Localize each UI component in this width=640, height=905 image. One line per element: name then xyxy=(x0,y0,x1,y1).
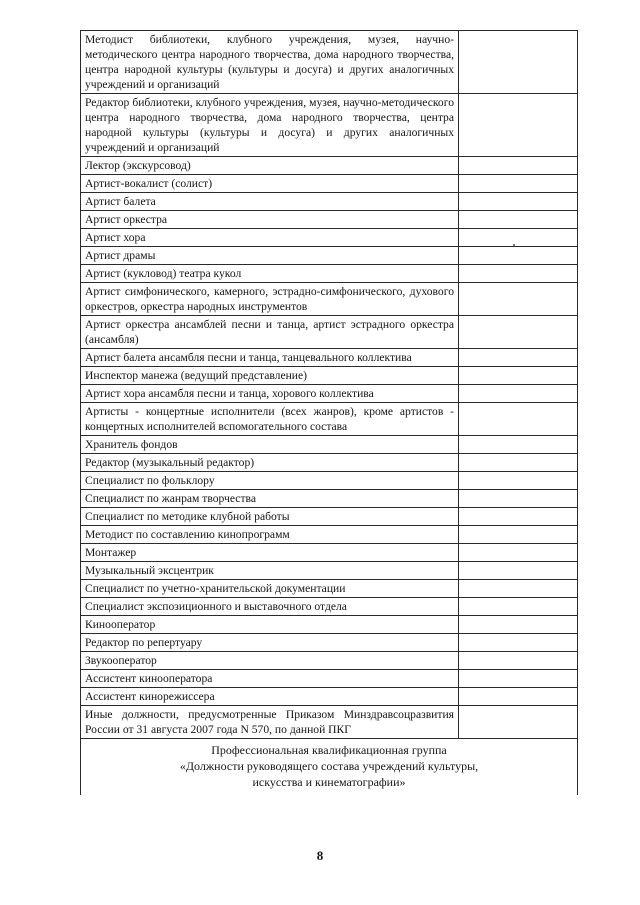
position-cell: Специалист по жанрам творчества xyxy=(81,490,459,508)
position-cell: Артист симфонического, камерного, эстрадно-симфонического, духового оркестров, оркестра народных инструментов xyxy=(81,283,459,316)
table-row xyxy=(81,229,578,247)
table-row xyxy=(81,472,578,490)
empty-cell xyxy=(459,316,578,349)
group-heading-line: искусства и кинематографии» xyxy=(252,775,406,789)
empty-cell xyxy=(459,229,578,247)
table-row xyxy=(81,283,578,316)
table-row xyxy=(81,670,578,688)
table-row xyxy=(81,634,578,652)
empty-cell xyxy=(459,580,578,598)
table-row xyxy=(81,454,578,472)
position-cell: Артист оркестра xyxy=(81,211,459,229)
table-row xyxy=(81,247,578,265)
empty-cell xyxy=(459,94,578,157)
position-cell: Артист-вокалист (солист) xyxy=(81,175,459,193)
position-cell: Артист балета xyxy=(81,193,459,211)
position-cell: Ассистент кинооператора xyxy=(81,670,459,688)
position-cell: Музыкальный эксцентрик xyxy=(81,562,459,580)
position-cell: Редактор по репертуару xyxy=(81,634,459,652)
position-cell: Артист хора ансамбля песни и танца, хорового коллектива xyxy=(81,385,459,403)
table-row xyxy=(81,31,578,94)
table-row xyxy=(81,526,578,544)
empty-cell xyxy=(459,688,578,706)
table-row xyxy=(81,157,578,175)
position-cell: Артист оркестра ансамблей песни и танца, артист эстрадного оркестра (ансамбля) xyxy=(81,316,459,349)
table-row xyxy=(81,193,578,211)
position-cell: Артист хора xyxy=(81,229,459,247)
group-heading-row xyxy=(81,739,578,796)
positions-table xyxy=(80,30,578,795)
empty-cell xyxy=(459,385,578,403)
table-row xyxy=(81,436,578,454)
position-cell: Артист драмы xyxy=(81,247,459,265)
table-row xyxy=(81,403,578,436)
empty-cell xyxy=(459,247,578,265)
group-heading-line: «Должности руководящего состава учреждений культуры, xyxy=(179,759,479,773)
table-row xyxy=(81,616,578,634)
empty-cell xyxy=(459,367,578,385)
table-row xyxy=(81,349,578,367)
table-row xyxy=(81,688,578,706)
position-cell: Специалист по учетно-хранительской документации xyxy=(81,580,459,598)
empty-cell xyxy=(459,157,578,175)
table-row xyxy=(81,94,578,157)
table-row xyxy=(81,175,578,193)
position-cell: Методист по составлению кинопрограмм xyxy=(81,526,459,544)
empty-cell xyxy=(459,508,578,526)
table-row xyxy=(81,580,578,598)
empty-cell xyxy=(459,670,578,688)
table-row xyxy=(81,508,578,526)
group-heading-line: Профессиональная квалификационная группа xyxy=(211,743,447,757)
position-cell: Лектор (экскурсовод) xyxy=(81,157,459,175)
empty-cell xyxy=(459,562,578,580)
position-cell: Инспектор манежа (ведущий представление) xyxy=(81,367,459,385)
position-cell: Звукооператор xyxy=(81,652,459,670)
empty-cell xyxy=(459,652,578,670)
table-row xyxy=(81,211,578,229)
empty-cell xyxy=(459,349,578,367)
position-cell: Кинооператор xyxy=(81,616,459,634)
position-cell: Специалист по фольклору xyxy=(81,472,459,490)
position-cell: Редактор (музыкальный редактор) xyxy=(81,454,459,472)
empty-cell xyxy=(459,544,578,562)
position-cell: Монтажер xyxy=(81,544,459,562)
empty-cell xyxy=(459,283,578,316)
position-cell: Специалист по методике клубной работы xyxy=(81,508,459,526)
table-row xyxy=(81,265,578,283)
table-row xyxy=(81,367,578,385)
empty-cell xyxy=(459,472,578,490)
position-cell: Специалист экспозиционного и выставочного отдела xyxy=(81,598,459,616)
empty-cell xyxy=(459,454,578,472)
scan-speck xyxy=(513,244,515,246)
empty-cell xyxy=(459,706,578,739)
table-row xyxy=(81,652,578,670)
empty-cell xyxy=(459,175,578,193)
position-cell: Методист библиотеки, клубного учреждения, музея, научно-методического центра народного творчества, дома народного творчества, центра народной культуры (культуры и досуга) и других аналогичных учреждений и организаций xyxy=(81,31,459,94)
empty-cell xyxy=(459,598,578,616)
page-number: 8 xyxy=(316,848,324,863)
empty-cell xyxy=(459,265,578,283)
position-cell: Артист балета ансамбля песни и танца, танцевального коллектива xyxy=(81,349,459,367)
position-cell: Редактор библиотеки, клубного учреждения, музея, научно-методического центра народного творчества, дома народного творчества, центра народной культуры (культуры и досуга) и других аналогичных учреждений и организаций xyxy=(81,94,459,157)
table-row xyxy=(81,490,578,508)
empty-cell xyxy=(459,490,578,508)
position-cell: Артист (кукловод) театра кукол xyxy=(81,265,459,283)
table-row xyxy=(81,706,578,739)
empty-cell xyxy=(459,211,578,229)
position-cell: Хранитель фондов xyxy=(81,436,459,454)
empty-cell xyxy=(459,526,578,544)
empty-cell xyxy=(459,436,578,454)
table-row xyxy=(81,544,578,562)
table-row xyxy=(81,316,578,349)
empty-cell xyxy=(459,31,578,94)
empty-cell xyxy=(459,634,578,652)
group-heading xyxy=(81,739,578,796)
position-cell: Ассистент кинорежиссера xyxy=(81,688,459,706)
position-cell: Артисты - концертные исполнители (всех жанров), кроме артистов - концертных исполнителей вспомогательного состава xyxy=(81,403,459,436)
empty-cell xyxy=(459,403,578,436)
position-cell: Иные должности, предусмотренные Приказом Минздравсоцразвития России от 31 августа 2007 года N 570, по данной ПКГ xyxy=(81,706,459,739)
empty-cell xyxy=(459,193,578,211)
table-row xyxy=(81,562,578,580)
table-row xyxy=(81,598,578,616)
empty-cell xyxy=(459,616,578,634)
table-row xyxy=(81,385,578,403)
